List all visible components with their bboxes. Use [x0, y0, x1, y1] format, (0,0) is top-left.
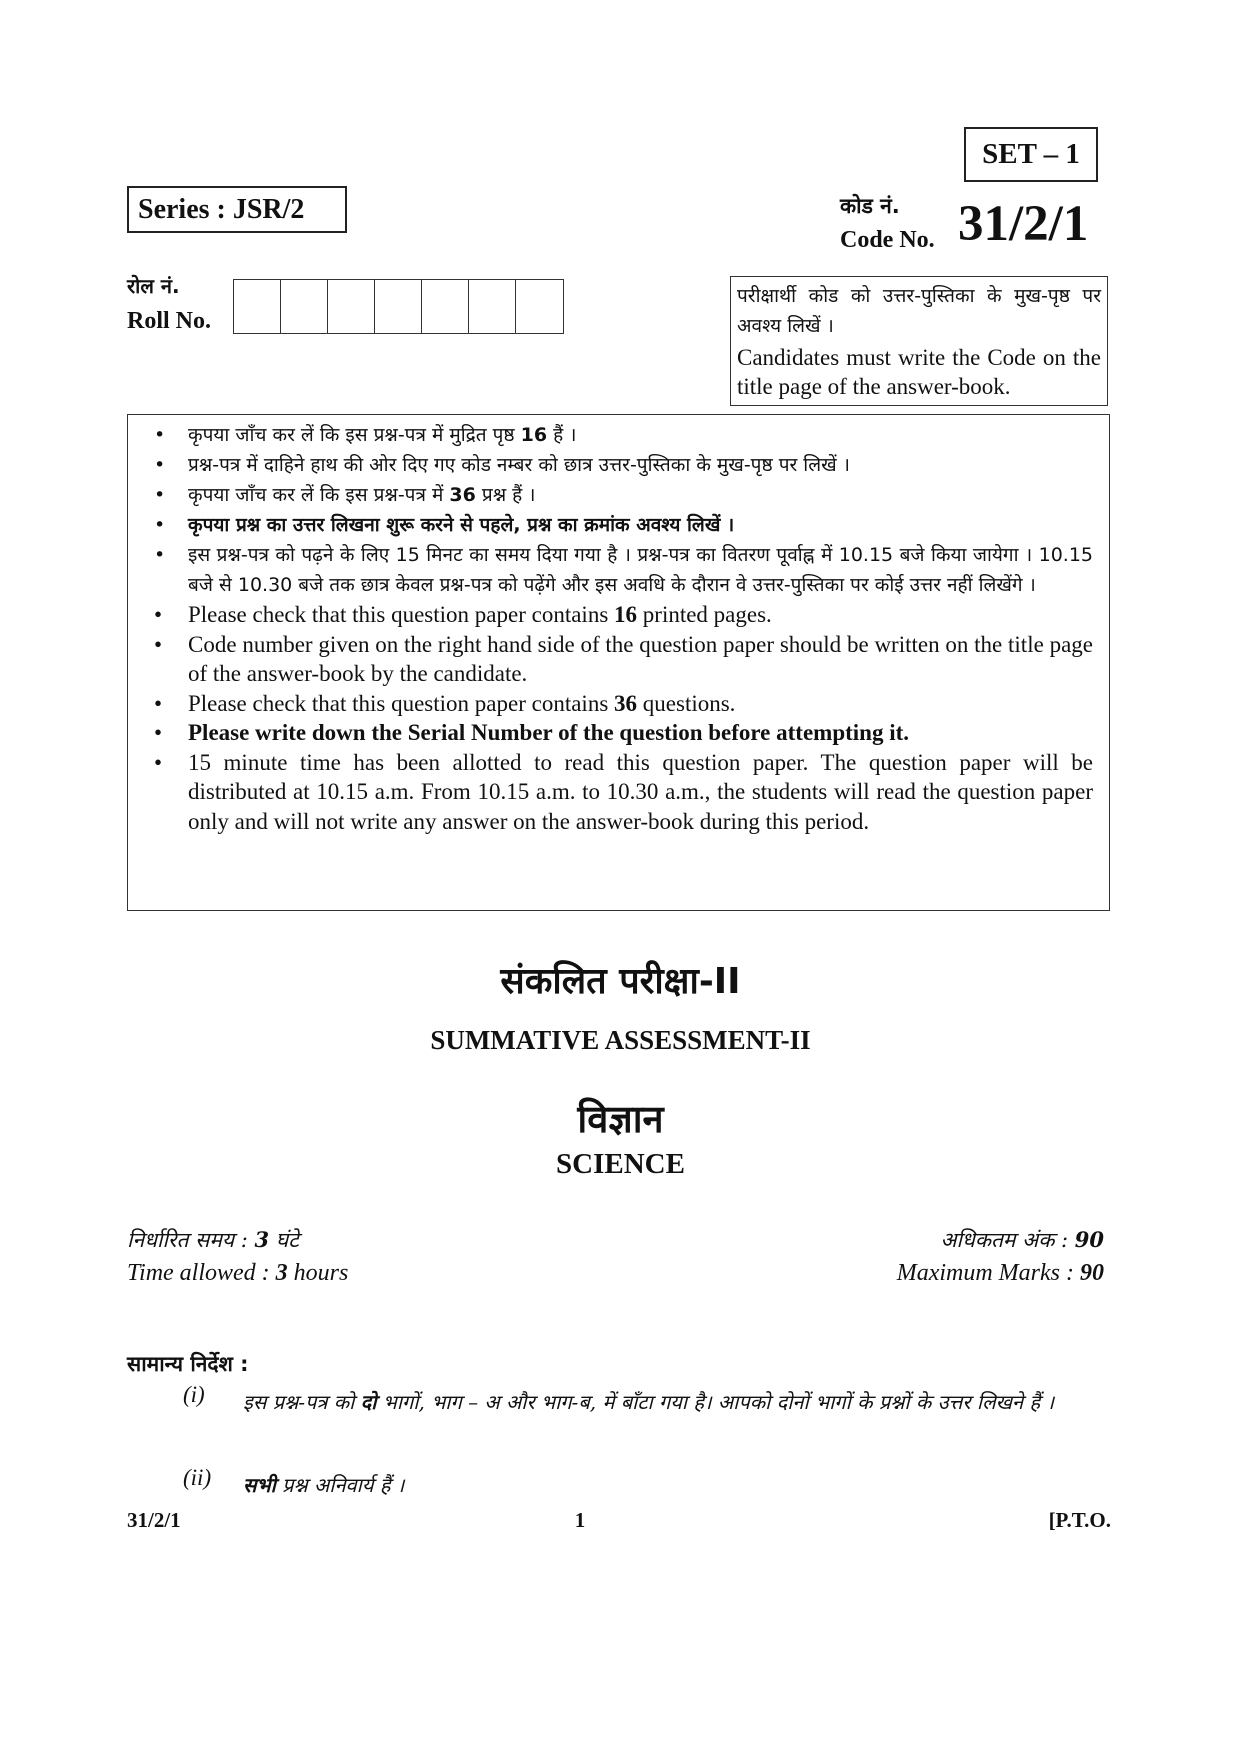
bullet-icon: •: [154, 544, 166, 566]
roll-digit-box[interactable]: [375, 280, 422, 333]
bullet-icon: •: [154, 749, 163, 775]
code-label-english: Code No.: [840, 227, 935, 253]
candidate-note-english: Candidates must write the Code on the title page of the answer-book.: [737, 345, 1101, 399]
bullet-icon: •: [154, 602, 163, 627]
bullet-icon: •: [154, 424, 166, 446]
max-marks-english: Maximum Marks : 90: [896, 1260, 1104, 1286]
footer-code: 31/2/1: [127, 1508, 181, 1532]
roll-label-hindi: रोल नं.: [127, 274, 180, 298]
roll-digit-box[interactable]: [469, 280, 516, 333]
subject-title-english: SCIENCE: [556, 1148, 685, 1180]
page-number: 1: [574, 1508, 586, 1532]
instruction-item: • Please check that this question paper contains 36 questions.: [146, 689, 1093, 719]
set-label: SET – 1: [964, 127, 1098, 182]
instruction-item: • कृपया प्रश्न का उत्तर लिखना शुरू करने से पहले, प्रश्न का क्रमांक अवश्य लिखें ।: [146, 510, 1093, 540]
instruction-item: • इस प्रश्न-पत्र को पढ़ने के लिए 15 मिनट का समय दिया गया है । प्रश्न-पत्र का वितरण पूर्वाह्न में 10.15 बजे किया जायेगा । 10.15 बजे से 10.30 बजे तक छात्र केवल प्रश्न-पत्र को पढ़ेंगे और इस अवधि के दौरान वे उत्तर-पुस्तिका पर कोई उत्तर नहीं लिखेंगे ।: [146, 540, 1093, 600]
subject-title-hindi: विज्ञान: [577, 1097, 664, 1141]
instruction-item: • कृपया जाँच कर लें कि इस प्रश्न-पत्र में मुद्रित पृष्ठ 16 हैं ।: [146, 420, 1093, 450]
max-marks-hindi: अधिकतम अंक : 90: [940, 1227, 1104, 1252]
instruction-item: • Please check that this question paper contains 16 printed pages.: [146, 600, 1093, 630]
roll-number-boxes[interactable]: [233, 279, 564, 334]
series-label: Series : JSR/2: [127, 186, 347, 233]
roll-digit-box[interactable]: [234, 280, 281, 333]
instruction-item: • Please write down the Serial Number of the question before attempting it.: [146, 718, 1093, 748]
roll-digit-box[interactable]: [422, 280, 469, 333]
code-label-hindi: कोड नं.: [840, 194, 900, 218]
roll-digit-box[interactable]: [328, 280, 375, 333]
item-number: (i): [183, 1382, 205, 1407]
bullet-icon: •: [154, 454, 166, 476]
exam-title-english: SUMMATIVE ASSESSMENT-II: [430, 1025, 811, 1055]
exam-title-hindi: संकलित परीक्षा-II: [500, 961, 741, 1002]
instruction-item: • 15 minute time has been allotted to read this question paper. The question paper will be distributed at 10.15 a.m. From 10.15 a.m. to 10.30 a.m., the students will read the question paper only and will not write any answer on the answer-book during this period.: [154, 749, 1093, 834]
instruction-item: • Code number given on the right hand side of the question paper should be written on the title page of the answer-book by the candidate.: [154, 631, 1093, 686]
candidate-code-note: [730, 276, 1108, 406]
roll-digit-box[interactable]: [281, 280, 328, 333]
bullet-icon: •: [154, 631, 163, 657]
instruction-item: • कृपया जाँच कर लें कि इस प्रश्न-पत्र में 36 प्रश्न हैं ।: [146, 480, 1093, 510]
bullet-icon: •: [154, 720, 163, 745]
bullet-icon: •: [154, 514, 166, 536]
general-instruction-item: (ii) सभी प्रश्न अनिवार्य हैं ।: [183, 1465, 405, 1497]
code-number: 31/2/1: [958, 196, 1089, 252]
roll-digit-box[interactable]: [516, 280, 563, 333]
instructions-box: [127, 414, 1110, 911]
general-instructions-heading: सामान्य निर्देश :: [127, 1352, 249, 1376]
bullet-icon: •: [154, 484, 166, 506]
pto-label: [P.T.O.: [1048, 1508, 1111, 1532]
bullet-icon: •: [154, 690, 163, 716]
candidate-note-hindi: परीक्षार्थी कोड को उत्तर-पुस्तिका के मुख-पृष्ठ पर अवश्य लिखें ।: [737, 285, 1101, 337]
time-allowed-english: Time allowed : 3 hours: [127, 1260, 349, 1286]
general-instruction-item: (i) इस प्रश्न-पत्र को दो भागों, भाग – अ और भाग-ब, में बाँटा गया है। आपको दोनों भागों के प्रश्नों के उत्तर लिखने हैं ।: [183, 1382, 1055, 1414]
instruction-item: • प्रश्न-पत्र में दाहिने हाथ की ओर दिए गए कोड नम्बर को छात्र उत्तर-पुस्तिका के मुख-पृष्ठ पर लिखें ।: [146, 450, 1093, 480]
roll-label-english: Roll No.: [127, 308, 211, 334]
time-allowed-hindi: निर्धारित समय : 3 घंटे: [127, 1227, 299, 1252]
item-number: (ii): [183, 1465, 212, 1490]
